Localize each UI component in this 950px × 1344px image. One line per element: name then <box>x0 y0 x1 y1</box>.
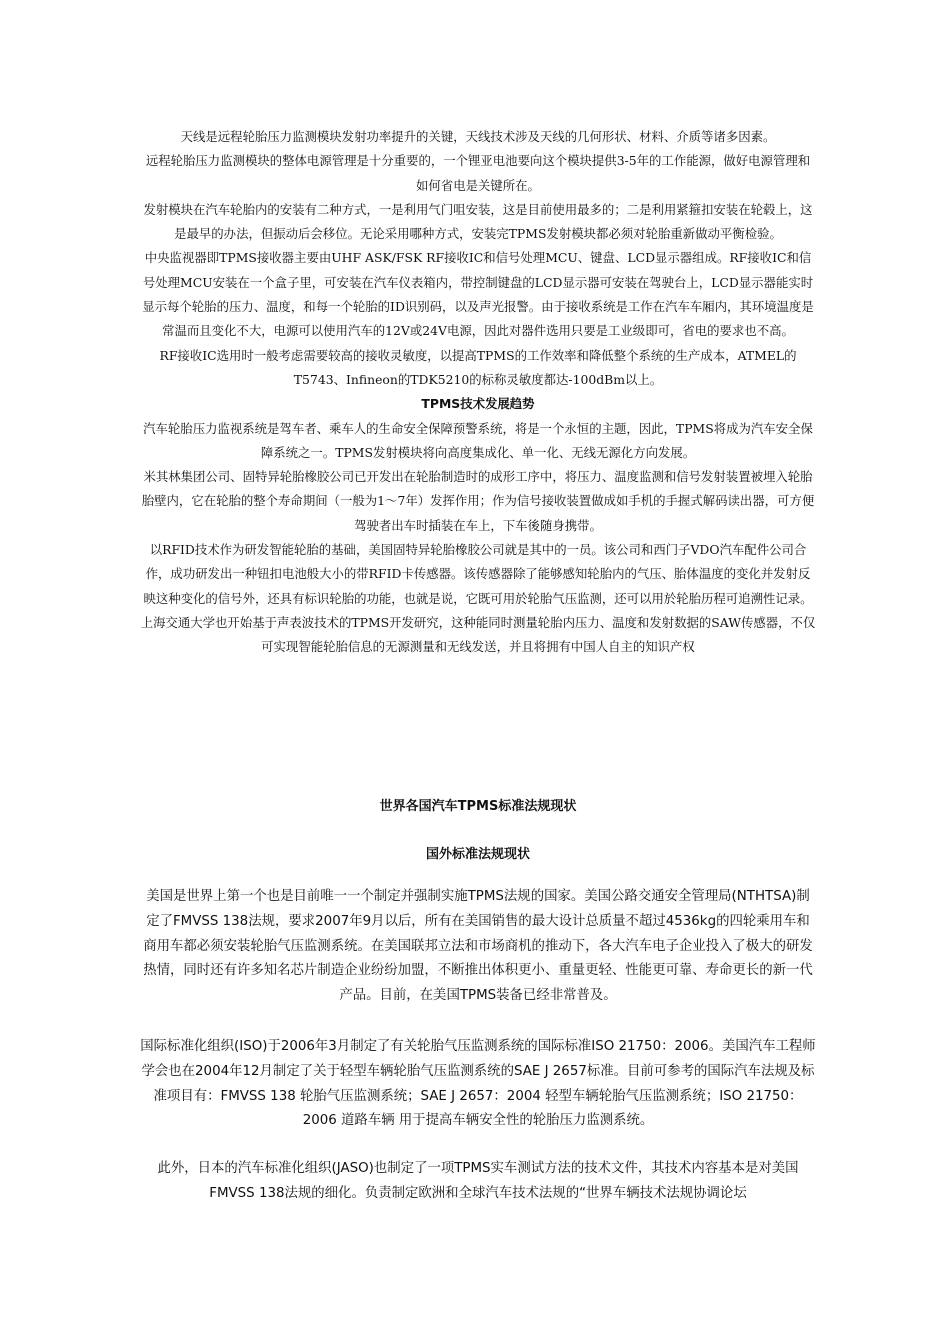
paragraph-trend-1: 汽车轮胎压力监视系统是驾车者、乘车人的生命安全保障预警系统，将是一个永恒的主题，因此，TPMS将成为汽车安全保障系统之一。TPMS发射模块将向高度集成化、单一化、无线无源化方向发展。 <box>143 420 813 460</box>
heading-world-tpms-regulations: 世界各国汽车TPMS标准法规现状 <box>379 799 577 814</box>
paragraph-japan-jaso-block <box>140 1157 816 1207</box>
paragraph-iso-standard-block <box>140 1035 816 1134</box>
paragraph-power-management: 远程轮胎压力监测模块的整体电源管理是十分重要的，一个锂亚电池要向这个模块提供3-5年的工作能源，做好电源管理和如何省电是关键所在。 <box>145 153 811 193</box>
body-text-upper <box>140 125 816 660</box>
paragraph-installation: 发射模块在汽车轮胎内的安装有二种方式，一是利用气门咀安装，这是目前使用最多的；二是利用紧箍扣安装在轮毂上，这是最早的办法，但振动后会移位。无论采用哪种方式，安装完TPMS发射模块都必须对轮胎重新做动平衡检验。 <box>143 201 813 242</box>
subheading-foreign-regulations: 国外标准法规现状 <box>425 847 530 862</box>
heading-tpms-trend: TPMS技术发展趋势 <box>421 396 535 412</box>
paragraph-rf-receiver: RF接收IC选用时一般考虑需要较高的接收灵敏度，以提高TPMS的工作效率和降低整个系统的生产成本，ATMEL的T5743、Infineon的TDK5210的标称灵敏度都达-100dBm以上。 <box>159 347 797 387</box>
paragraph-trend-2: 米其林集团公司、固特异轮胎橡胶公司已开发出在轮胎制造时的成形工序中，将压力、温度监测和信号发射装置被埋入轮胎胎壁内，它在轮胎的整个寿命期间（一般为1～7年）发挥作用；作为信号接收装置做成如手机的手握式解码读出器，可方便驾驶者出车时插装在车上，下车後随身携带。 <box>141 469 815 533</box>
paragraph-trend-3: 以RFID技术作为研发智能轮胎的基础，美国固特异轮胎橡胶公司就是其中的一员。该公司和西门子VDO汽车配件公司合作，成功研发出一种钮扣电池般大小的带RFID卡传感器。该传感器除了能够感知轮胎内的气压、胎体温度的变化并发射反映这种变化的信号外，还具有标识轮胎的功能，也就是说，它既可用於轮胎气压监测，还可以用於轮胎历程可追溯性记录。上海交通大学也开始基于声表波技术的TPMS开发研究，这种能同时测量轮胎内压力、温度和发射数据的SAW传感器，不仅可实现智能轮胎信息的无源测量和无线发送，并且将拥有中国人自主的知识产权 <box>140 542 816 655</box>
paragraph-usa-regulation: 美国是世界上第一个也是目前唯一一个制定并强制实施TPMS法规的国家。美国公路交通安全管理局(NTHTSA)制定了FMVSS 138法规，要求2007年9月以后，所有在美国销售的最大设计总质量不超过4536kg的四轮乘用车和商用车都必须安装轮胎气压监测系统。在美国联邦立法和市场商机的推动下，各大汽车电子企业投入了极大的研发热情，同时还有许多知名芯片制造企业纷纷加盟，不断推出体积更小、重量更轻、性能更可靠、寿命更长的新一代产品。目前，在美国TPMS装备已经非常普及。 <box>143 889 813 1004</box>
paragraph-usa-regulation-block <box>140 885 816 1009</box>
paragraph-iso-standard: 国际标准化组织(ISO)于2006年3月制定了有关轮胎气压监测系统的国际标准ISO 21750：2006。美国汽车工程师学会也在2004年12月制定了关于轻型车辆轮胎气压监测系统的SAE J 2657标准。目前可参考的国际汽车法规及标准项目有：FMVSS 138 轮胎气压监测系统；SAE J 2657：2004 轻型车辆轮胎气压监测系统；ISO 21750：2006 道路车辆 用于提高车辆安全性的轮胎压力监测系统。 <box>140 1039 816 1129</box>
paragraph-central-monitor: 中央监视器即TPMS接收器主要由UHF ASK/FSK RF接收IC和信号处理MCU、键盘、LCD显示器组成。RF接收IC和信号处理MCU安装在一个盒子里，可安装在汽车仪表箱内，带控制键盘的LCD显示器可安装在驾驶台上，LCD显示器能实时显示每个轮胎的压力、温度，和每一个轮胎的ID识别码，以及声光报警。由于接收系统是工作在汽车车厢内，其环境温度是常温而且变化不大，电源可以使用汽车的12V或24V电源，因此对器件选用只要是工业级即可，省电的要求也不高。 <box>142 250 814 339</box>
paragraph-japan-jaso: 此外，日本的汽车标准化组织(JASO)也制定了一项TPMS实车测试方法的技术文件，其技术内容基本是对美国FMVSS 138法规的细化。负责制定欧洲和全球汽车技术法规的“世界车辆技术法规协调论坛 <box>157 1161 799 1201</box>
paragraph-antenna: 天线是远程轮胎压力监测模块发射功率提升的关键，天线技术涉及天线的几何形状、材料、介质等诸多因素。 <box>180 129 776 144</box>
